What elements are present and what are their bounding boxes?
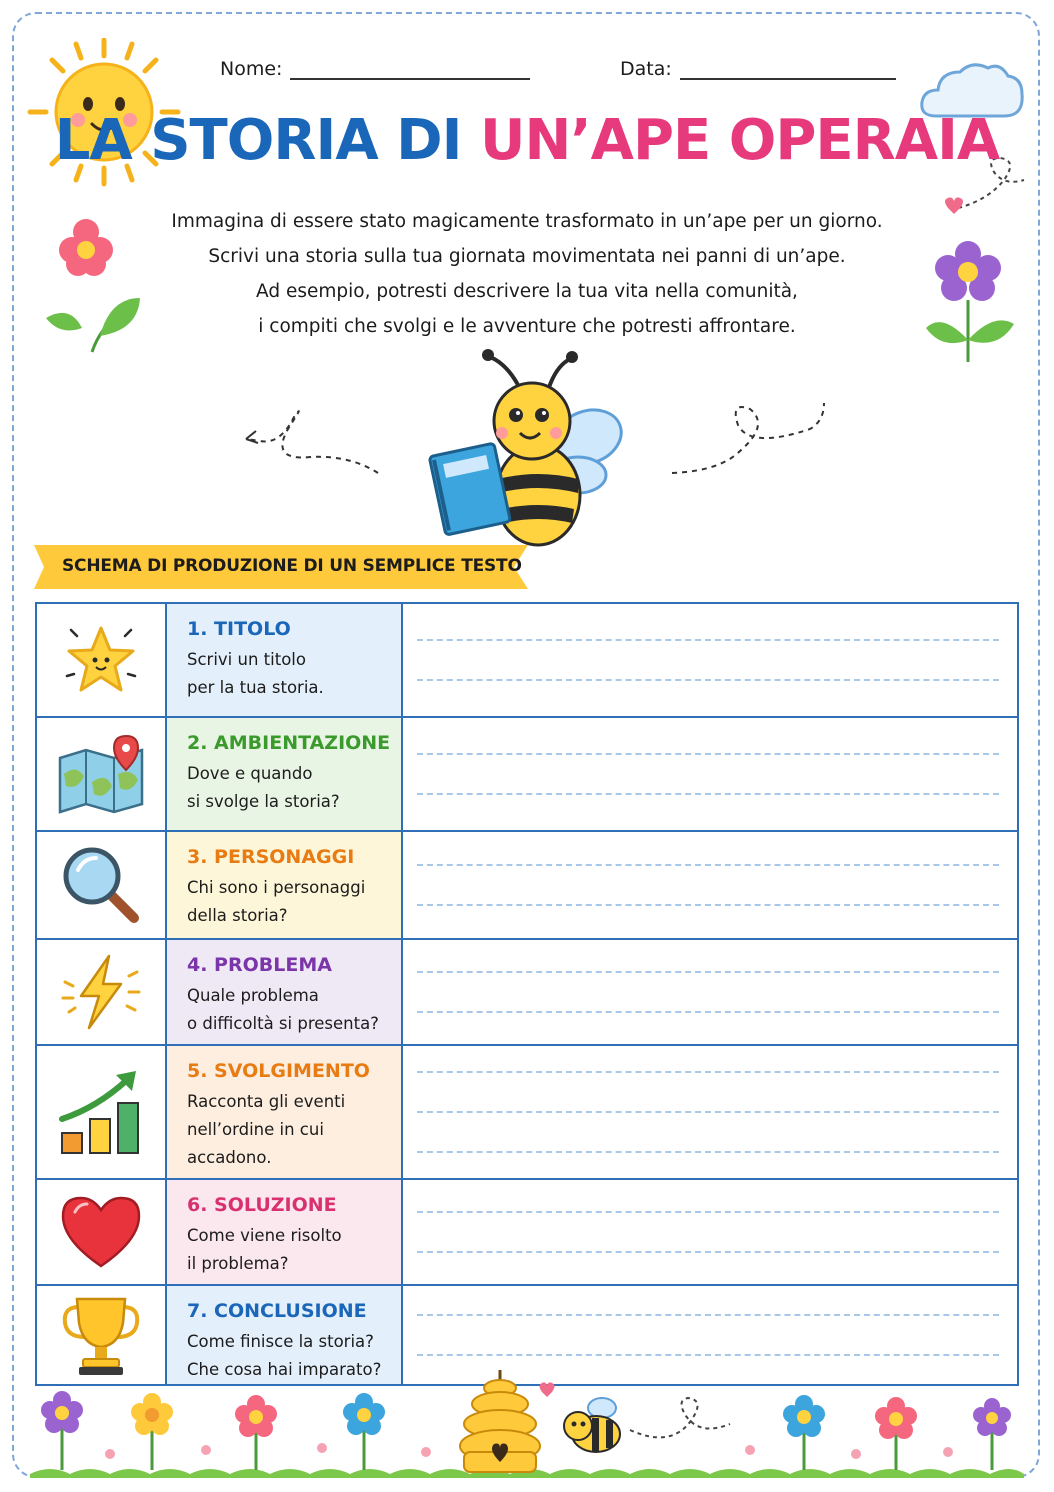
name-field[interactable] (220, 58, 530, 80)
writing-line[interactable] (417, 971, 999, 973)
writing-area[interactable] (403, 1046, 1017, 1178)
writing-line[interactable] (417, 864, 999, 866)
growth-chart-icon (58, 1067, 144, 1157)
writing-line[interactable] (417, 1071, 999, 1073)
schema-row-svolgimento (37, 1046, 1017, 1180)
writing-line[interactable] (417, 1354, 999, 1356)
heart-icon (59, 1194, 143, 1270)
row-desc-1: Scrivi un titolo (187, 650, 306, 669)
map-icon (56, 734, 146, 814)
writing-line[interactable] (417, 639, 999, 641)
label-cell (167, 604, 403, 716)
row-desc-2: si svolge la storia? (187, 792, 340, 811)
writing-line[interactable] (417, 1011, 999, 1013)
row-desc-1: Come viene risolto (187, 1226, 342, 1245)
writing-area[interactable] (403, 718, 1017, 830)
writing-line[interactable] (417, 679, 999, 681)
writing-line[interactable] (417, 753, 999, 755)
magnifier-icon (60, 844, 142, 926)
bee-with-book-icon (240, 345, 830, 560)
row-desc-1: Quale problema (187, 986, 319, 1005)
icon-cell (37, 1180, 167, 1284)
icon-cell (37, 832, 167, 938)
trophy-icon (59, 1293, 143, 1377)
writing-line[interactable] (417, 904, 999, 906)
purple-flower-icon (922, 240, 1022, 364)
section-title: SCHEMA DI PRODUZIONE DI UN SEMPLICE TESTO (62, 556, 522, 576)
writing-line[interactable] (417, 1211, 999, 1213)
flower-purple-icon (41, 1391, 83, 1470)
flower-pink-icon (235, 1395, 277, 1470)
schema-row-ambientazione (37, 718, 1017, 832)
writing-area[interactable] (403, 940, 1017, 1044)
schema-row-personaggi (37, 832, 1017, 940)
row-heading: 1. TITOLO (187, 618, 291, 640)
row-desc-2: per la tua storia. (187, 678, 324, 697)
title-part-2: UN’APE OPERAIA (479, 108, 1000, 173)
row-heading: 6. SOLUZIONE (187, 1194, 337, 1216)
beehive-icon (460, 1370, 540, 1472)
label-cell (167, 940, 403, 1044)
schema-row-problema (37, 940, 1017, 1046)
row-desc-1: Dove e quando (187, 764, 313, 783)
row-heading: 3. PERSONAGGI (187, 846, 355, 868)
intro-line-1: Immagina di essere stato magicamente trasformato in un’ape per un giorno. (171, 211, 883, 232)
schema-table (35, 602, 1019, 1386)
row-desc-1: Racconta gli eventi (187, 1092, 346, 1111)
label-cell (167, 1046, 403, 1178)
row-desc-2: nell’ordine in cui (187, 1120, 324, 1139)
intro-line-4: i compiti che svolgi e le avventure che potresti affrontare. (258, 316, 796, 337)
row-heading: 2. AMBIENTAZIONE (187, 732, 391, 754)
writing-area[interactable] (403, 1180, 1017, 1284)
row-heading: 5. SVOLGIMENTO (187, 1060, 370, 1082)
flower-purple-icon (973, 1398, 1011, 1470)
label-cell (167, 1180, 403, 1284)
title-part-1: LA STORIA DI (54, 108, 462, 173)
icon-cell (37, 718, 167, 830)
row-desc-1: Chi sono i personaggi (187, 878, 366, 897)
intro-line-3: Ad esempio, potresti descrivere la tua vita nella comunità, (256, 281, 798, 302)
row-desc-3: accadono. (187, 1148, 272, 1167)
flower-garden-footer (30, 1370, 1024, 1478)
writing-line[interactable] (417, 1111, 999, 1113)
date-field[interactable] (620, 58, 896, 80)
writing-area[interactable] (403, 604, 1017, 716)
intro-text (130, 204, 924, 344)
schema-row-titolo (37, 604, 1017, 718)
row-desc-2: Che cosa hai imparato? (187, 1360, 382, 1379)
writing-line[interactable] (417, 1251, 999, 1253)
writing-line[interactable] (417, 1151, 999, 1153)
date-line[interactable] (680, 58, 896, 80)
name-line[interactable] (290, 58, 530, 80)
intro-line-2: Scrivi una storia sulla tua giornata movimentata nei panni di un’ape. (208, 246, 846, 267)
row-desc-2: o difficoltà si presenta? (187, 1014, 379, 1033)
page-title (0, 108, 1054, 173)
label-cell (167, 718, 403, 830)
row-heading: 7. CONCLUSIONE (187, 1300, 367, 1322)
writing-line[interactable] (417, 793, 999, 795)
icon-cell (37, 940, 167, 1044)
flower-blue-icon (343, 1393, 385, 1470)
row-desc-1: Come finisce la storia? (187, 1332, 374, 1351)
row-heading: 4. PROBLEMA (187, 954, 332, 976)
icon-cell (37, 1046, 167, 1178)
schema-row-soluzione (37, 1180, 1017, 1286)
writing-line[interactable] (417, 1314, 999, 1316)
small-bee-icon (540, 1382, 731, 1452)
label-cell (167, 832, 403, 938)
name-label: Nome: (220, 58, 283, 80)
lightning-icon (59, 952, 143, 1032)
date-label: Data: (620, 58, 672, 80)
flower-yellow-icon (131, 1393, 173, 1470)
row-desc-2: il problema? (187, 1254, 289, 1273)
icon-cell (37, 604, 167, 716)
star-icon (61, 620, 141, 700)
writing-area[interactable] (403, 832, 1017, 938)
row-desc-2: della storia? (187, 906, 288, 925)
flower-blue-icon (783, 1395, 825, 1470)
flower-pink-icon (875, 1397, 917, 1470)
